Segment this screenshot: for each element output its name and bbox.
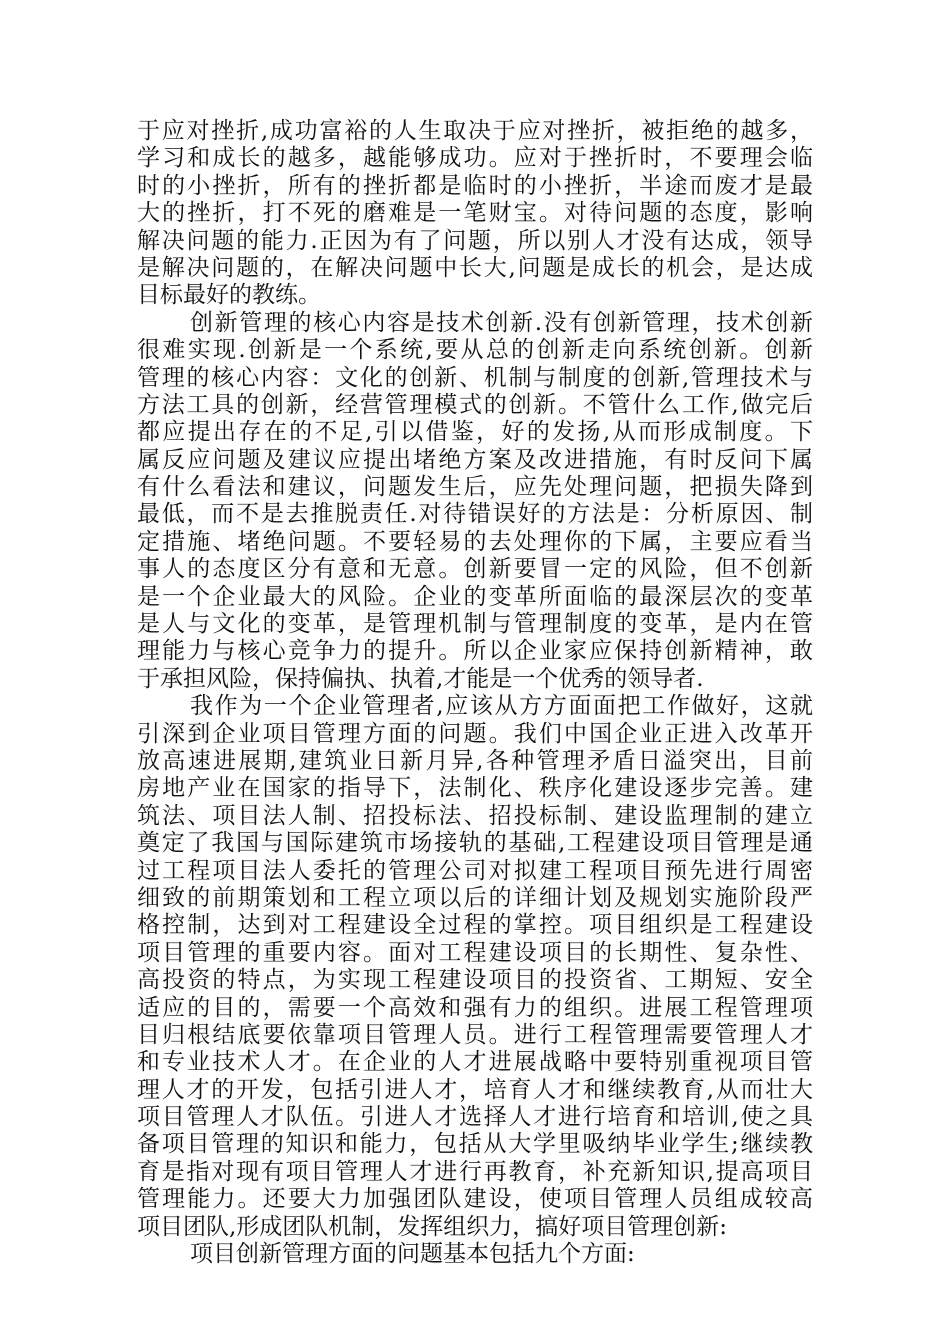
text-line: 定措施、堵绝问题。不要轻易的去处理你的下属，主要应看当 (137, 528, 813, 555)
text-line: 项目团队,形成团队机制，发挥组织力，搞好项目管理创新: (137, 1213, 728, 1240)
paragraph-2 (137, 310, 813, 693)
text-line: 是解决问题的，在解决问题中长大,问题是成长的机会，是达成 (137, 254, 813, 281)
text-line: 格控制，达到对工程建设全过程的掌控。项目组织是工程建设 (137, 912, 813, 939)
text-line: 很难实现.创新是一个系统,要从总的创新走向系统创新。创新 (137, 337, 813, 364)
text-line: 都应提出存在的不足,引以借鉴，好的发扬,从而形成制度。下 (137, 419, 813, 446)
text-line: 奠定了我国与国际建筑市场接轨的基础,工程建设项目管理是通 (137, 830, 813, 857)
text-line: 放高速进展期,建筑业日新月异,各种管理矛盾日溢突出，目前 (137, 747, 813, 774)
text-line: 高投资的特点，为实现工程建设项目的投资省、工期短、安全 (137, 967, 813, 994)
text-line: 和专业技术人才。在企业的人才进展战略中要特别重视项目管 (137, 1049, 813, 1076)
text-line: 项目管理的重要内容。面对工程建设项目的长期性、复杂性、 (137, 939, 813, 966)
text-line: 育是指对现有项目管理人才进行再教育，补充新知识,提高项目 (137, 1158, 813, 1185)
text-line: 房地产业在国家的指导下，法制化、秩序化建设逐步完善。建 (137, 775, 813, 802)
paragraph-4 (137, 1241, 813, 1268)
text-line: 最低，而不是去推脱责任.对待错误好的方法是：分析原因、制 (137, 501, 813, 528)
text-line: 过工程项目法人委托的管理公司对拟建工程项目预先进行周密 (137, 857, 813, 884)
text-line: 是人与文化的变革，是管理机制与管理制度的变革，是内在管 (137, 611, 813, 638)
text-line: 学习和成长的越多，越能够成功。应对于挫折时，不要理会临 (137, 145, 813, 172)
text-line: 细致的前期策划和工程立项以后的详细计划及规划实施阶段严 (137, 884, 813, 911)
text-line: 是一个企业最大的风险。企业的变革所面临的最深层次的变革 (137, 583, 813, 610)
paragraph-1 (137, 118, 813, 310)
text-line: 备项目管理的知识和能力，包括从大学里吸纳毕业学生;继续教 (137, 1131, 813, 1158)
text-line: 事人的态度区分有意和无意。创新要冒一定的风险，但不创新 (137, 556, 813, 583)
text-line: 于承担风险，保持偏执、执着,才能是一个优秀的领导者. (137, 665, 704, 692)
paragraph-3 (137, 693, 813, 1241)
text-line: 理能力与核心竞争力的提升。所以企业家应保持创新精神，敢 (137, 638, 813, 665)
text-line: 于应对挫折,成功富裕的人生取决于应对挫折，被拒绝的越多， (137, 118, 813, 144)
text-line: 方法工具的创新，经营管理模式的创新。不管什么工作,做完后 (137, 391, 813, 418)
text-line: 解决问题的能力.正因为有了问题，所以别人才没有达成，领导 (137, 227, 813, 254)
text-line: 我作为一个企业管理者,应该从方方面面把工作做好，这就 (190, 693, 813, 720)
text-line: 管理能力。还要大力加强团队建设，使项目管理人员组成较高 (137, 1186, 813, 1213)
text-line: 目标最好的教练。 (137, 282, 321, 309)
text-line: 筑法、项目法人制、招投标法、招投标制、建设监理制的建立 (137, 802, 813, 829)
text-line: 引深到企业项目管理方面的问题。我们中国企业正进入改革开 (137, 720, 813, 747)
text-line: 项目创新管理方面的问题基本包括九个方面: (190, 1241, 635, 1268)
text-line: 创新管理的核心内容是技术创新.没有创新管理，技术创新 (190, 309, 813, 336)
text-line: 管理的核心内容：文化的创新、机制与制度的创新,管理技术与 (137, 364, 813, 391)
text-line: 属反应问题及建议应提出堵绝方案及改进措施，有时反问下属 (137, 446, 813, 473)
text-line: 理人才的开发，包括引进人才，培育人才和继续教育,从而壮大 (137, 1076, 813, 1103)
document-body (137, 118, 813, 1268)
text-line: 项目管理人才队伍。引进人才选择人才进行培育和培训,使之具 (137, 1104, 813, 1131)
text-line: 有什么看法和建议，问题发生后，应先处理问题，把损失降到 (137, 474, 813, 501)
text-line: 目归根结底要依靠项目管理人员。进行工程管理需要管理人才 (137, 1021, 813, 1048)
text-line: 适应的目的，需要一个高效和强有力的组织。进展工程管理项 (137, 994, 813, 1021)
text-line: 时的小挫折，所有的挫折都是临时的小挫折，半途而废才是最 (137, 172, 813, 199)
text-line: 大的挫折，打不死的磨难是一笔财宝。对待问题的态度，影响 (137, 200, 813, 227)
